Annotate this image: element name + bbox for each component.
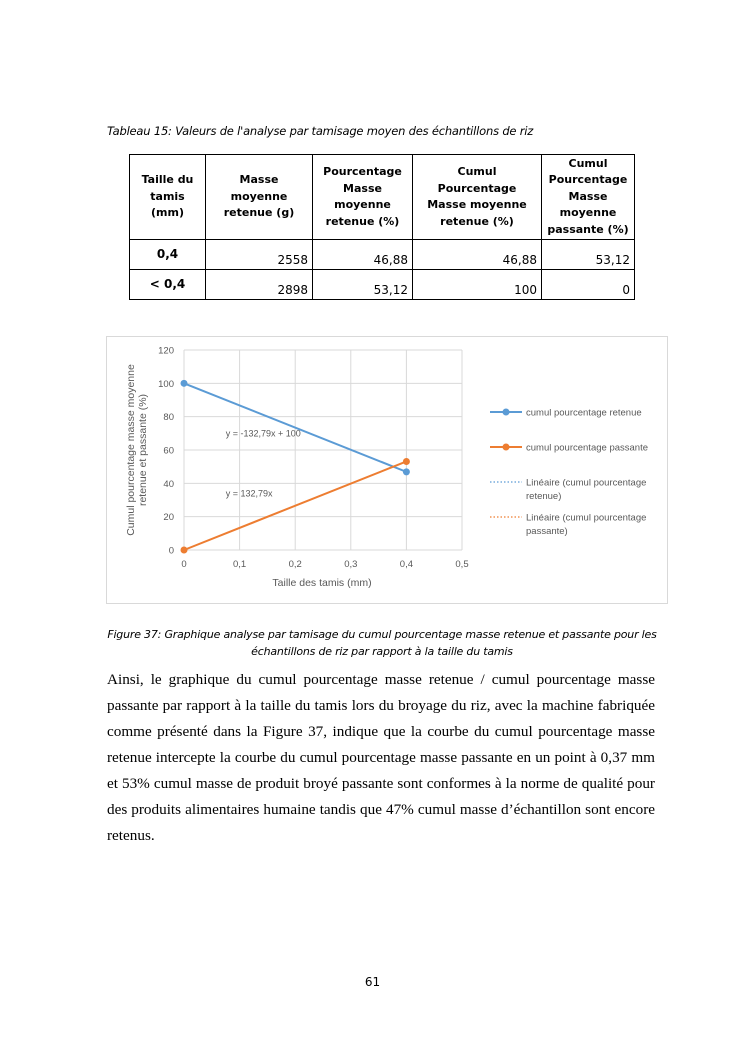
legend-label: Linéaire (cumul pourcentage passante) [526, 512, 647, 537]
x-tick-label: 0,4 [399, 559, 414, 570]
header-cell: Masse moyenne retenue (g) [206, 155, 313, 240]
sieve-analysis-table [129, 154, 635, 300]
table-row [130, 270, 635, 300]
legend-label: cumul pourcentage passante [526, 442, 648, 454]
header-cell: Taille du tamis (mm) [130, 155, 206, 240]
line-chart [107, 337, 667, 603]
table-caption: Tableau 15: Valeurs de l'analyse par tamisage moyen des échantillons de riz [107, 124, 534, 138]
legend-label: cumul pourcentage retenue [526, 407, 642, 419]
table-cell: 2558 [206, 240, 313, 270]
header-cell: Cumul Pourcentage Masse moyenne retenue (%) [413, 155, 542, 240]
table-header-row [130, 155, 635, 240]
table-cell: 100 [413, 270, 542, 300]
data-point [181, 547, 188, 554]
table-cell: 53,12 [313, 270, 413, 300]
y-tick-label: 60 [163, 445, 174, 457]
table-cell: 46,88 [413, 240, 542, 270]
legend-marker [503, 409, 510, 416]
chart-container [106, 336, 668, 604]
table-cell: 53,12 [542, 240, 635, 270]
x-tick-label: 0 [181, 559, 187, 570]
y-tick-label: 100 [158, 378, 174, 390]
y-tick-label: 20 [163, 512, 174, 524]
legend-marker [503, 444, 510, 451]
header-cell: Pourcentage Masse moyenne retenue (%) [313, 155, 413, 240]
x-tick-label: 0,1 [232, 559, 247, 570]
x-tick-label: 0,2 [288, 559, 302, 570]
table-cell: < 0,4 [130, 270, 206, 300]
header-cell: Cumul Pourcentage Masse moyenne passante (%) [542, 155, 635, 240]
x-axis-title: Taille des tamis (mm) [272, 577, 372, 589]
data-point [403, 458, 410, 465]
trendline-equation: y = 132,79x [225, 488, 273, 499]
body-paragraph: Ainsi, le graphique du cumul pourcentage masse retenue / cumul pourcentage masse passante par rapport à la taille du tamis lors du broyage du riz, avec la machine fabriquée comme présenté dans la Figure 37, indique que la courbe du cumul pourcentage masse retenue intercepte la courbe du cumul pourcentage masse passante en un point à 0,37 mm et 53% cumul masse de produit broyé passante sont conformes à la norme de qualité pour des produits alimentaires humaine tandis que 47% cumul masse d’échantillon sont encore retenus. [107, 671, 655, 844]
table-cell: 0,4 [130, 240, 206, 270]
y-tick-label: 80 [163, 412, 174, 424]
table-cell: 46,88 [313, 240, 413, 270]
trendline-equation: y = -132,79x + 100 [225, 428, 301, 439]
data-point [403, 468, 410, 475]
y-tick-label: 120 [158, 345, 174, 357]
y-tick-label: 40 [163, 478, 174, 490]
y-axis-title: Cumul pourcentage masse moyenneretenue et passante (%) [125, 364, 149, 536]
x-tick-label: 0,5 [455, 559, 469, 570]
table-row [130, 240, 635, 270]
y-tick-label: 0 [168, 545, 174, 557]
table-cell: 2898 [206, 270, 313, 300]
x-tick-label: 0,3 [344, 559, 358, 570]
legend-label: Linéaire (cumul pourcentage retenue) [526, 477, 647, 502]
page-number: 61 [364, 975, 381, 989]
table-cell: 0 [542, 270, 635, 300]
figure-caption: Figure 37: Graphique analyse par tamisage du cumul pourcentage masse retenue et passante pour les échantillons de riz par rapport à la taille du tamis [107, 628, 657, 658]
data-point [181, 380, 188, 387]
